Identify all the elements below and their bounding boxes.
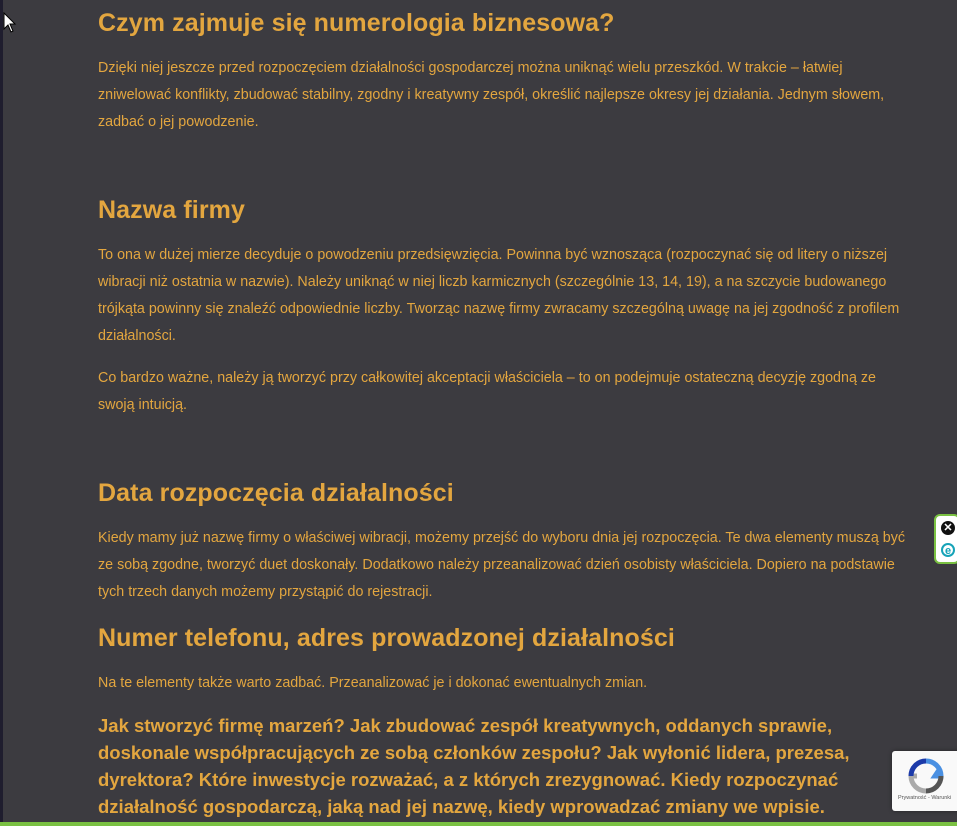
recaptcha-icon	[906, 757, 946, 795]
section-heading: Numer telefonu, adres prowadzonej działalności	[98, 624, 675, 652]
section-paragraph: Co bardzo ważne, należy ją tworzyć przy całkowitej akceptacji właściciela – to on podejmuje ostateczną decyzję zgodną ze swoją intuicją.	[98, 370, 876, 413]
section-heading: Data rozpoczęcia działalności	[98, 479, 454, 507]
section-paragraph: To ona w dużej mierze decyduje o powodzeniu przedsięwzięcia. Powinna być wznosząca (rozpoczynać się od litery o niższej wibracji niż ostatnia w nazwie). Należy uniknąć w niej liczb karmicznych (szczególnie 13, 14, 19), a na szczycie budowanego trójkąta powinny się znaleźć odpowiednie liczby. Tworząc nazwę firmy zwracamy szczególną uwagę na jej zgodność z profilem działalności.	[98, 247, 900, 344]
section-paragraph: Kiedy mamy już nazwę firmy o właściwej wibracji, możemy przejść do wyboru dnia jej rozpoczęcia. Te dwa elementy muszą być ze sobą zgodne, tworzyć duet doskonały. Dodatkowo należy przeanalizować dzień osobisty właściciela. Dopiero na podstawie tych trzech danych możemy przystąpić do rejestracji.	[98, 530, 906, 600]
floating-side-widget[interactable]	[934, 514, 957, 564]
bottom-accent-bar	[0, 822, 957, 826]
section-paragraph: Dzięki niej jeszcze przed rozpoczęciem działalności gospodarczej można uniknąć wielu przeszkód. W trakcie – łatwiej zniwelować konflikty, zbudować stabilny, zgodny i kreatywny zespół, określić najlepsze okresy jej działania. Jednym słowem, zadbać o jej powodzenie.	[98, 60, 885, 130]
close-icon[interactable]: ✕	[941, 521, 955, 535]
mouse-cursor-icon	[3, 12, 17, 34]
e-icon[interactable]: e	[941, 543, 955, 557]
section-paragraph: Na te elementy także warto zadbać. Przeanalizować je i dokonać ewentualnych zmian.	[98, 675, 648, 691]
recaptcha-terms[interactable]: Prywatność - Warunki	[898, 795, 952, 801]
section-heading: Nazwa firmy	[98, 196, 245, 224]
left-edge-strip	[0, 0, 3, 826]
bold-questions: Jak stworzyć firmę marzeń? Jak zbudować zespół kreatywnych, oddanych sprawie, doskonale współpracujących ze sobą członków zespołu? Jak wyłonić lidera, prezesa, dyrektora? Które inwestycje rozważać, a z których zrezygnować. Kiedy rozpoczynać działalność gospodarczą, jaką nad jej nazwę, kiedy wprowadzać zmiany we wpisie.	[98, 715, 850, 817]
recaptcha-badge[interactable]	[892, 751, 957, 811]
section-heading: Czym zajmuje się numerologia biznesowa?	[98, 9, 615, 37]
